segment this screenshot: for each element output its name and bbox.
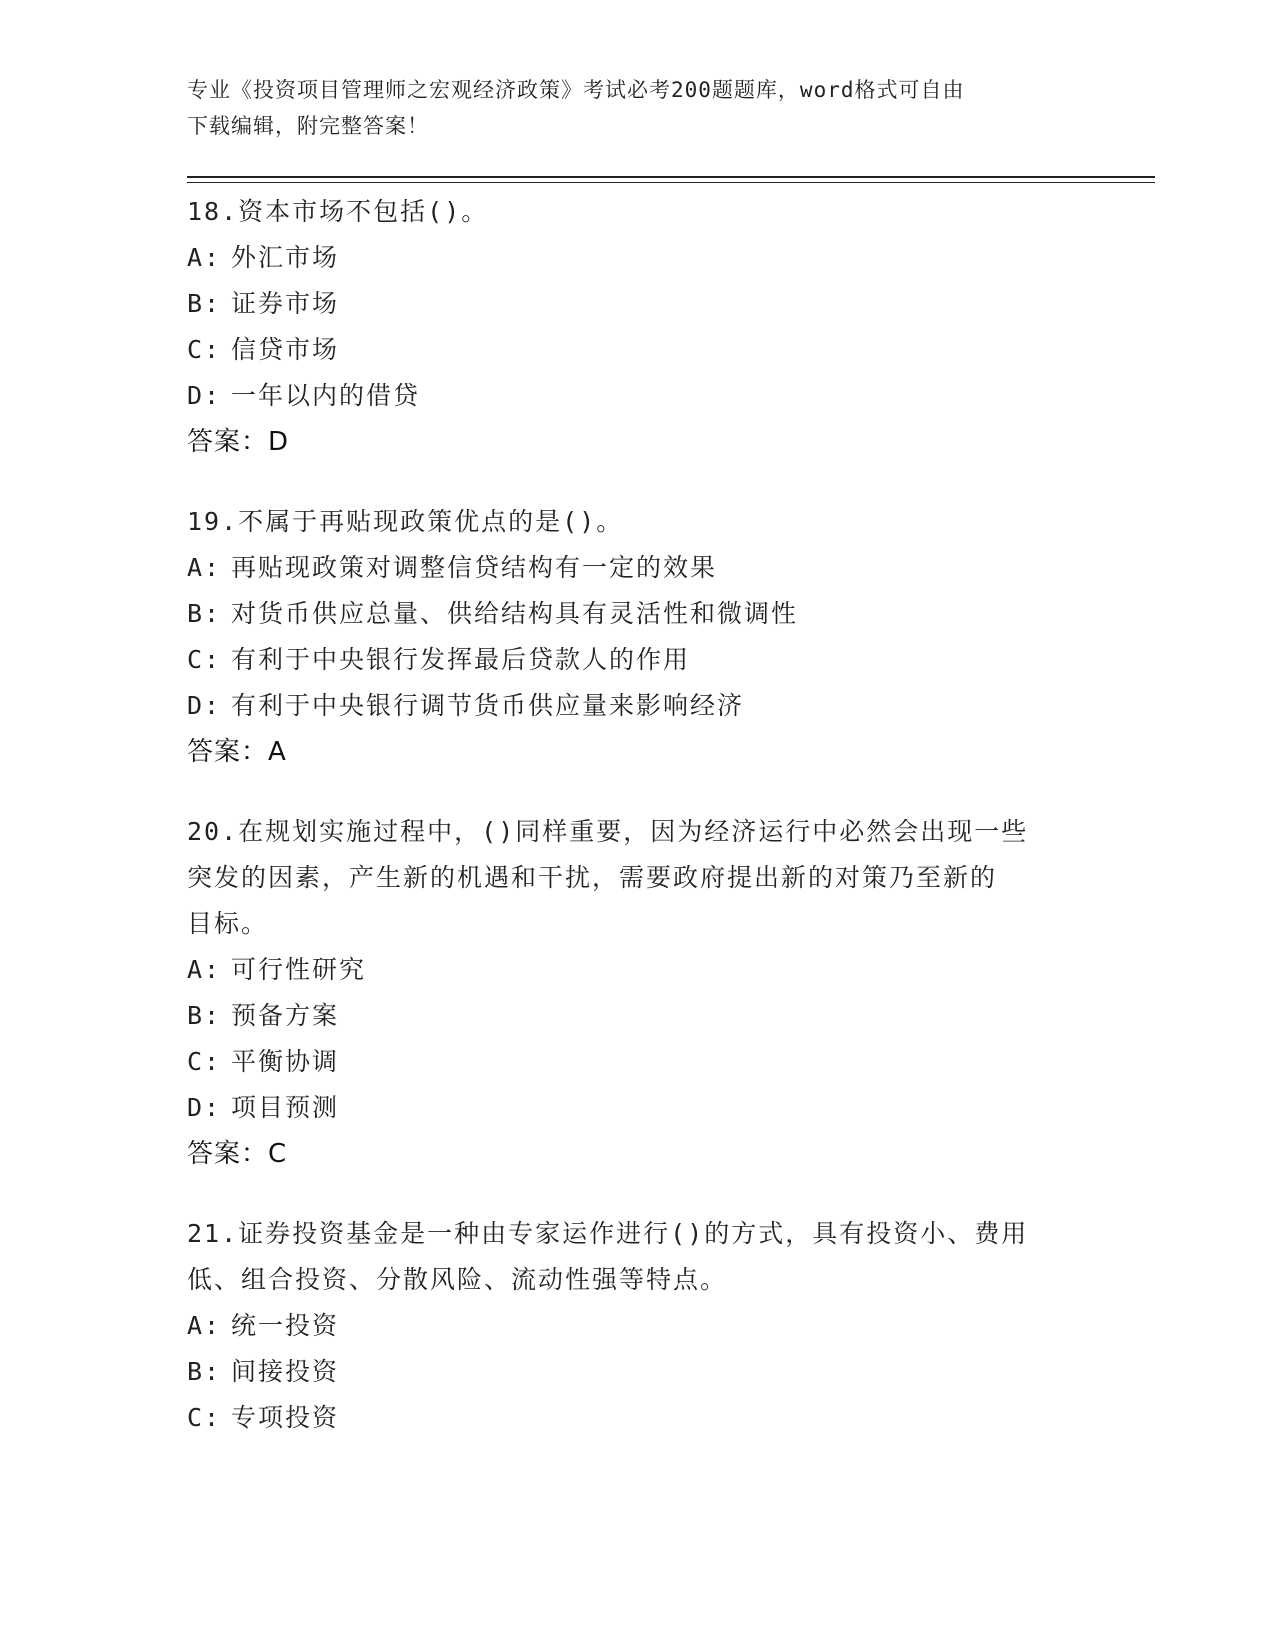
option-a — [187, 235, 1087, 281]
option-d — [187, 373, 1087, 419]
question-21 — [187, 1211, 1087, 1441]
option-text: 再贴现政策对调整信贷结构有一定的效果 — [231, 553, 718, 582]
answer-line: 答案：D — [187, 427, 290, 457]
header-divider-thin — [187, 182, 1155, 183]
option-d — [187, 683, 1087, 729]
header-line-2: 下载编辑，附完整答案！ — [187, 114, 429, 138]
option-text: 有利于中央银行发挥最后贷款人的作用 — [231, 645, 691, 674]
option-text: 信贷市场 — [231, 335, 340, 364]
option-text: 证券市场 — [231, 289, 340, 318]
question-stem: 18.资本市场不包括()。 — [187, 197, 489, 226]
option-label: A: — [187, 955, 222, 984]
option-b — [187, 993, 1087, 1039]
option-a — [187, 947, 1087, 993]
option-text: 专项投资 — [231, 1403, 340, 1432]
question-20 — [187, 809, 1087, 1177]
option-label: B: — [187, 289, 222, 318]
option-a — [187, 545, 1087, 591]
option-label: B: — [187, 1357, 222, 1386]
option-label: A: — [187, 243, 222, 272]
option-label: C: — [187, 1047, 222, 1076]
option-label: D: — [187, 691, 222, 720]
question-stem-line: 低、组合投资、分散风险、流动性强等特点。 — [187, 1265, 728, 1294]
option-text: 平衡协调 — [231, 1047, 340, 1076]
question-stem-line: 20.在规划实施过程中，()同样重要，因为经济运行中必然会出现一些 — [187, 817, 1029, 846]
question-19 — [187, 499, 1087, 775]
option-text: 间接投资 — [231, 1357, 340, 1386]
option-text: 一年以内的借贷 — [231, 381, 421, 410]
question-stem-line: 21.证券投资基金是一种由专家运作进行()的方式，具有投资小、费用 — [187, 1219, 1029, 1248]
option-text: 可行性研究 — [231, 955, 367, 984]
option-c — [187, 637, 1087, 683]
option-label: D: — [187, 1093, 222, 1122]
option-text: 预备方案 — [231, 1001, 340, 1030]
option-label: C: — [187, 645, 222, 674]
question-list — [187, 189, 1087, 1441]
option-text: 统一投资 — [231, 1311, 340, 1340]
question-stem-line: 目标。 — [187, 909, 269, 938]
option-label: A: — [187, 553, 222, 582]
option-d — [187, 1085, 1087, 1131]
question-18 — [187, 189, 1087, 465]
spacer — [187, 775, 1087, 809]
question-stem-line: 突发的因素，产生新的机遇和干扰，需要政府提出新的对策乃至新的 — [187, 863, 998, 892]
option-b — [187, 1349, 1087, 1395]
option-a — [187, 1303, 1087, 1349]
option-label: C: — [187, 335, 222, 364]
option-b — [187, 591, 1087, 637]
option-b — [187, 281, 1087, 327]
header-divider-thick — [187, 176, 1155, 178]
option-c — [187, 1039, 1087, 1085]
answer-line: 答案：A — [187, 737, 287, 767]
option-label: A: — [187, 1311, 222, 1340]
option-label: D: — [187, 381, 222, 410]
option-text: 对货币供应总量、供给结构具有灵活性和微调性 — [231, 599, 799, 628]
option-c — [187, 1395, 1087, 1441]
question-stem: 19.不属于再贴现政策优点的是()。 — [187, 507, 624, 536]
option-label: B: — [187, 1001, 222, 1030]
option-text: 有利于中央银行调节货币供应量来影响经济 — [231, 691, 745, 720]
answer-line: 答案：C — [187, 1139, 288, 1169]
option-text: 外汇市场 — [231, 243, 340, 272]
document-header — [187, 72, 1087, 144]
option-label: B: — [187, 599, 222, 628]
spacer — [187, 1177, 1087, 1211]
spacer — [187, 465, 1087, 499]
option-text: 项目预测 — [231, 1093, 340, 1122]
option-label: C: — [187, 1403, 222, 1432]
option-c — [187, 327, 1087, 373]
header-line-1: 专业《投资项目管理师之宏观经济政策》考试必考200题题库，word格式可自由 — [187, 78, 965, 102]
